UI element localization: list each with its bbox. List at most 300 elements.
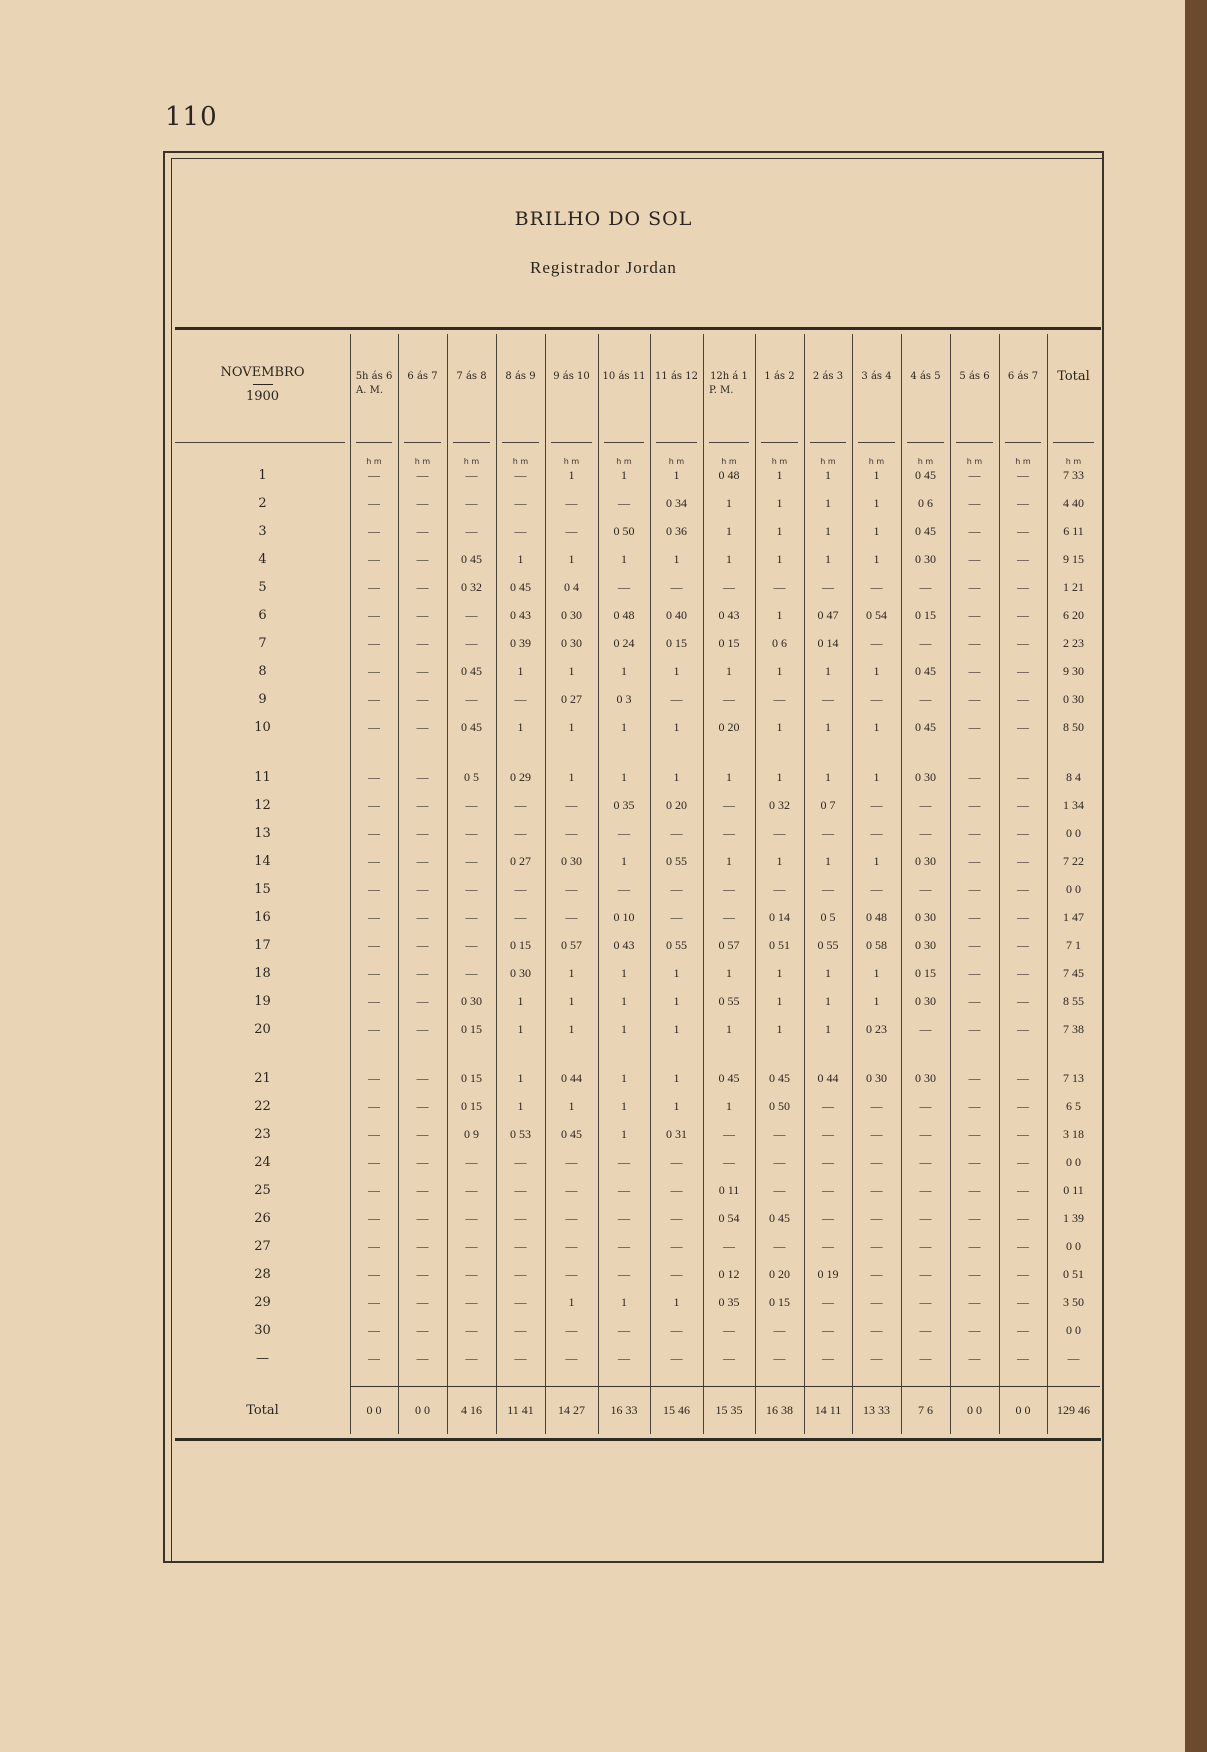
table-cell: 1 <box>673 994 680 1008</box>
table-cell: — <box>919 692 932 706</box>
table-cell: — <box>1017 720 1029 734</box>
day-label: 28 <box>254 1267 271 1282</box>
table-cell: — <box>723 1351 735 1365</box>
table-cell: 0 43 <box>510 608 531 622</box>
table-cell: 0 55 <box>817 938 839 952</box>
table-cell: 0 0 <box>1066 826 1081 840</box>
table-cell: 1 <box>673 1099 680 1113</box>
unit-label: h m <box>563 457 580 466</box>
table-cell: — <box>514 496 527 510</box>
table-cell: 9 15 <box>1063 552 1084 566</box>
table-cell: 0 0 <box>1066 1323 1081 1337</box>
table-cell: 1 <box>825 524 831 538</box>
table-cell: — <box>514 798 527 812</box>
table-cell: 1 <box>621 468 627 482</box>
table-cell: 0 45 <box>915 524 936 538</box>
table-cell: 1 <box>776 720 783 734</box>
day-label: 13 <box>254 826 271 841</box>
table-cell: — <box>919 1351 932 1365</box>
table-cell: 1 <box>825 770 831 784</box>
column-header-label: 11 ás 12 <box>655 371 698 382</box>
day-label: 2 <box>258 496 267 511</box>
table-cell: — <box>416 1183 429 1197</box>
table-cell: — <box>870 1323 883 1337</box>
table-cell: 0 32 <box>461 580 482 594</box>
table-cell: 0 40 <box>666 608 687 622</box>
table-cell: 3 50 <box>1063 1295 1084 1309</box>
table-cell: — <box>773 826 786 840</box>
table-cell: — <box>670 1323 683 1337</box>
table-cell: — <box>822 1295 834 1309</box>
table-cell: — <box>968 1127 981 1141</box>
table-cell: — <box>1017 524 1029 538</box>
table-cell: — <box>618 580 630 594</box>
table-cell: 1 <box>776 854 783 868</box>
column-header <box>398 370 447 384</box>
table-cell: — <box>968 770 981 784</box>
table-cell: 0 34 <box>666 496 687 510</box>
total-cell: 0 0 <box>967 1403 982 1417</box>
table-cell: — <box>773 882 786 896</box>
table-cell: — <box>968 1211 981 1225</box>
table-cell: 0 30 <box>915 552 936 566</box>
table-cell: — <box>773 580 786 594</box>
table-cell: 0 0 <box>1066 1155 1081 1169</box>
table-cell: 0 6 <box>918 496 933 510</box>
table-cell: — <box>968 966 981 980</box>
table-cell: — <box>723 1239 735 1253</box>
column-header <box>496 370 545 384</box>
table-cell: — <box>870 1351 883 1365</box>
table-cell: — <box>919 882 932 896</box>
total-cell: 13 33 <box>863 1403 890 1417</box>
table-cell: — <box>368 1155 380 1169</box>
table-cell: — <box>968 552 981 566</box>
day-label: 29 <box>254 1295 271 1310</box>
column-header-label: 8 ás 9 <box>505 371 536 382</box>
table-cell: 1 <box>776 468 783 482</box>
column-header-label: 5h ás 6 <box>355 371 393 382</box>
table-cell: 1 <box>568 664 575 678</box>
header-underline <box>1053 442 1094 443</box>
table-cell: 0 45 <box>461 664 482 678</box>
table-cell: 1 <box>621 854 627 868</box>
column-header-label: 6 ás 7 <box>407 371 438 382</box>
header-underline <box>858 442 895 443</box>
column-header <box>650 370 703 384</box>
table-cell: — <box>368 1183 380 1197</box>
table-cell: — <box>822 580 834 594</box>
table-cell: 6 5 <box>1066 1099 1081 1113</box>
table-cell: — <box>968 1071 981 1085</box>
table-cell: — <box>465 882 478 896</box>
page-title: BRILHO DO SOL <box>514 208 693 230</box>
table-cell: 0 39 <box>510 636 531 650</box>
table-cell: — <box>870 1267 883 1281</box>
table-cell: — <box>968 798 981 812</box>
table-cell: — <box>919 1022 932 1036</box>
table-cell: — <box>670 692 683 706</box>
table-cell: — <box>416 1351 429 1365</box>
day-label: — <box>256 1351 269 1366</box>
table-cell: 0 53 <box>510 1127 531 1141</box>
table-cell: — <box>514 882 527 896</box>
table-cell: 0 10 <box>613 910 635 924</box>
header-underline <box>551 442 592 443</box>
table-cell: — <box>618 1323 630 1337</box>
table-cell: — <box>416 1099 429 1113</box>
table-cell: — <box>416 468 429 482</box>
table-cell: 1 <box>568 770 575 784</box>
table-cell: — <box>1067 1351 1080 1365</box>
table-cell: — <box>773 1127 786 1141</box>
table-cell: — <box>618 1183 630 1197</box>
table-cell: 0 20 <box>769 1267 790 1281</box>
day-label: 23 <box>254 1127 271 1142</box>
table-cell: — <box>1017 552 1029 566</box>
table-cell: — <box>968 1022 981 1036</box>
table-cell: — <box>773 1183 786 1197</box>
table-cell: — <box>416 1323 429 1337</box>
table-cell: — <box>968 1267 981 1281</box>
table-cell: 1 <box>873 552 880 566</box>
table-cell: 1 <box>726 1099 732 1113</box>
table-cell: — <box>618 1267 630 1281</box>
table-cell: 0 30 <box>866 1071 887 1085</box>
table-cell: — <box>870 1099 883 1113</box>
table-cell: — <box>1017 468 1029 482</box>
day-label: 19 <box>254 994 271 1009</box>
table-cell: — <box>968 664 981 678</box>
table-cell: — <box>670 1183 683 1197</box>
table-cell: — <box>670 580 683 594</box>
table-cell: — <box>368 580 380 594</box>
table-cell: 1 <box>873 770 880 784</box>
day-label: 25 <box>254 1183 271 1198</box>
day-label: 14 <box>254 854 271 869</box>
totals-rule <box>350 1386 1100 1387</box>
table-cell: — <box>670 910 683 924</box>
unit-label: h m <box>966 457 983 466</box>
table-cell: 1 <box>873 854 880 868</box>
table-cell: — <box>1017 826 1029 840</box>
unit-label: h m <box>721 457 737 466</box>
table-cell: — <box>618 826 630 840</box>
unit-label: h m <box>414 457 431 466</box>
day-label: 4 <box>258 552 267 567</box>
table-cell: — <box>968 1351 981 1365</box>
table-cell: — <box>968 1183 981 1197</box>
table-cell: 0 15 <box>769 1295 790 1309</box>
table-bottom-rule <box>175 1438 1101 1441</box>
table-cell: 0 43 <box>718 608 740 622</box>
table-cell: 1 <box>621 994 627 1008</box>
table-cell: — <box>368 966 380 980</box>
column-header-label: 2 ás 3 <box>812 371 844 382</box>
table-cell: 2 23 <box>1063 636 1084 650</box>
table-cell: 0 45 <box>915 664 936 678</box>
table-cell: 0 55 <box>666 938 687 952</box>
total-cell: 16 38 <box>766 1403 793 1417</box>
table-cell: — <box>416 608 429 622</box>
table-cell: — <box>1017 1211 1029 1225</box>
table-cell: 0 15 <box>461 1099 482 1113</box>
table-cell: 8 50 <box>1063 720 1084 734</box>
table-cell: — <box>1017 882 1029 896</box>
header-underline <box>453 442 490 443</box>
table-cell: 1 <box>825 468 831 482</box>
table-cell: — <box>822 1127 834 1141</box>
table-cell: 7 22 <box>1063 854 1084 868</box>
day-label: 18 <box>254 966 271 981</box>
month-label: NOVEMBRO <box>220 365 305 380</box>
table-cell: 1 <box>825 552 831 566</box>
column-header <box>901 370 950 384</box>
table-cell: — <box>465 1295 478 1309</box>
table-cell: 1 <box>776 608 783 622</box>
table-cell: 1 <box>825 994 831 1008</box>
table-cell: 0 45 <box>915 720 936 734</box>
table-cell: — <box>723 826 735 840</box>
day-label: 30 <box>254 1323 271 1338</box>
table-cell: 0 27 <box>510 854 531 868</box>
table-cell: 0 51 <box>769 938 790 952</box>
table-cell: 0 20 <box>718 720 740 734</box>
total-cell: 14 11 <box>814 1403 842 1417</box>
column-header-label: 4 ás 5 <box>910 371 941 382</box>
table-cell: — <box>618 1211 630 1225</box>
table-cell: 1 <box>621 1127 627 1141</box>
day-label: 5 <box>258 580 267 595</box>
table-cell: — <box>465 496 478 510</box>
table-cell: — <box>465 1267 478 1281</box>
table-cell: — <box>368 608 380 622</box>
table-cell: 7 33 <box>1063 468 1084 482</box>
table-cell: — <box>968 854 981 868</box>
table-cell: 1 34 <box>1063 798 1084 812</box>
column-header <box>598 370 650 384</box>
table-cell: — <box>416 692 429 706</box>
table-cell: — <box>465 524 478 538</box>
table-cell: — <box>368 910 380 924</box>
table-cell: 1 <box>726 770 732 784</box>
table-cell: 0 55 <box>718 994 740 1008</box>
table-cell: 0 20 <box>666 798 687 812</box>
table-cell: 1 <box>873 720 880 734</box>
table-cell: 8 55 <box>1063 994 1084 1008</box>
month-dash <box>253 384 273 385</box>
table-cell: 1 <box>776 770 783 784</box>
table-cell: 1 <box>621 1295 627 1309</box>
table-cell: 1 <box>568 468 575 482</box>
table-cell: — <box>723 1323 735 1337</box>
header-underline <box>175 442 345 443</box>
table-cell: 1 <box>673 1295 680 1309</box>
table-cell: — <box>368 1071 380 1085</box>
table-cell: — <box>416 580 429 594</box>
table-cell: 1 <box>776 966 783 980</box>
table-cell: — <box>773 692 786 706</box>
table-cell: — <box>870 1183 883 1197</box>
table-cell: — <box>968 882 981 896</box>
table-cell: — <box>416 910 429 924</box>
table-cell: — <box>919 1323 932 1337</box>
table-cell: 1 <box>568 1022 575 1036</box>
unit-label: h m <box>668 457 685 466</box>
table-cell: — <box>368 854 380 868</box>
header-underline <box>502 442 539 443</box>
header-underline <box>956 442 993 443</box>
table-cell: — <box>773 1239 786 1253</box>
table-cell: — <box>514 1183 527 1197</box>
table-cell: — <box>368 1351 380 1365</box>
table-cell: 1 <box>726 966 732 980</box>
table-cell: 1 <box>873 524 880 538</box>
table-cell: 0 0 <box>1066 882 1081 896</box>
table-cell: — <box>968 468 981 482</box>
table-cell: 1 <box>873 496 880 510</box>
table-cell: 1 47 <box>1063 910 1084 924</box>
table-cell: — <box>670 1239 683 1253</box>
table-cell: — <box>465 938 478 952</box>
table-cell: 1 <box>726 854 732 868</box>
table-cell: 1 <box>776 994 783 1008</box>
table-cell: 0 48 <box>718 468 740 482</box>
table-cell: 0 14 <box>769 910 790 924</box>
column-header-sub: P. M. <box>709 385 734 396</box>
day-label: 1 <box>258 468 267 483</box>
table-cell: — <box>1017 1155 1029 1169</box>
table-cell: — <box>1017 1295 1029 1309</box>
table-cell: — <box>416 1295 429 1309</box>
table-cell: 0 11 <box>1063 1183 1084 1197</box>
table-cell: 0 45 <box>769 1071 790 1085</box>
table-cell: — <box>822 1155 834 1169</box>
table-cell: 1 <box>517 1071 524 1085</box>
table-cell: — <box>1017 1022 1029 1036</box>
table-cell: — <box>416 1239 429 1253</box>
table-cell: — <box>968 608 981 622</box>
table-cell: — <box>618 882 630 896</box>
table-cell: 0 3 <box>616 692 632 706</box>
table-cell: 1 <box>726 496 732 510</box>
table-cell: 0 6 <box>772 636 787 650</box>
table-cell: — <box>968 994 981 1008</box>
unit-label: h m <box>366 457 382 466</box>
table-cell: 3 18 <box>1063 1127 1084 1141</box>
day-label: 22 <box>254 1099 271 1114</box>
column-header <box>545 370 598 384</box>
header-underline <box>656 442 697 443</box>
table-cell: 1 <box>621 552 627 566</box>
table-cell: — <box>1017 1127 1029 1141</box>
table-cell: 1 <box>726 1022 732 1036</box>
table-cell: — <box>465 966 478 980</box>
total-cell: 15 46 <box>663 1403 690 1417</box>
table-cell: — <box>919 636 932 650</box>
page-number: 110 <box>165 102 218 132</box>
column-header-label: 12h á 1 <box>710 371 748 382</box>
table-cell: 1 <box>568 1295 575 1309</box>
table-cell: — <box>919 1267 932 1281</box>
table-cell: 0 15 <box>510 938 531 952</box>
day-label: 3 <box>258 524 267 539</box>
day-label: 17 <box>254 938 271 953</box>
table-cell: 0 15 <box>461 1071 482 1085</box>
unit-label: h m <box>868 457 885 466</box>
table-cell: — <box>368 826 380 840</box>
column-header <box>804 370 852 384</box>
table-cell: 0 30 <box>915 938 936 952</box>
table-cell: — <box>870 882 883 896</box>
table-cell: — <box>1017 496 1029 510</box>
column-header-label: 3 ás 4 <box>861 371 892 382</box>
table-cell: 0 30 <box>510 966 531 980</box>
table-cell: — <box>723 910 735 924</box>
table-cell: — <box>368 770 380 784</box>
table-cell: — <box>968 1323 981 1337</box>
unit-label: h m <box>820 457 836 466</box>
table-cell: — <box>919 580 932 594</box>
table-cell: — <box>870 692 883 706</box>
table-cell: 1 <box>825 720 831 734</box>
table-cell: 1 <box>621 1071 627 1085</box>
table-cell: 1 <box>726 552 732 566</box>
table-cell: — <box>968 1295 981 1309</box>
table-cell: — <box>565 1183 578 1197</box>
column-header-label: 10 ás 11 <box>602 371 646 382</box>
table-cell: 0 31 <box>666 1127 687 1141</box>
column-header-label: 6 ás 7 <box>1007 371 1039 382</box>
table-cell: — <box>723 692 735 706</box>
table-cell: — <box>870 1127 883 1141</box>
table-cell: — <box>368 664 380 678</box>
table-cell: 0 29 <box>510 770 531 784</box>
table-cell: 1 <box>621 1099 627 1113</box>
table-cell: 1 <box>825 966 831 980</box>
table-cell: — <box>968 496 981 510</box>
table-cell: — <box>618 1155 630 1169</box>
table-cell: — <box>514 468 527 482</box>
table-cell: 0 14 <box>817 636 839 650</box>
table-cell: — <box>870 636 883 650</box>
table-cell: 1 <box>568 994 575 1008</box>
table-cell: — <box>416 664 429 678</box>
table-cell: — <box>368 552 380 566</box>
day-label: 7 <box>258 636 267 651</box>
table-cell: — <box>416 1211 429 1225</box>
table-cell: 1 <box>673 1022 680 1036</box>
table-cell: — <box>670 1155 683 1169</box>
table-cell: — <box>773 1351 786 1365</box>
table-cell: — <box>565 826 578 840</box>
table-cell: — <box>368 1099 380 1113</box>
table-cell: 7 45 <box>1063 966 1084 980</box>
table-cell: 0 15 <box>461 1022 482 1036</box>
day-label: 15 <box>254 882 271 897</box>
total-cell: 0 0 <box>1015 1403 1031 1417</box>
table-cell: 0 48 <box>866 910 887 924</box>
table-cell: 1 <box>825 664 831 678</box>
table-cell: — <box>368 692 380 706</box>
table-cell: — <box>968 938 981 952</box>
table-cell: — <box>514 826 527 840</box>
table-cell: 0 43 <box>613 938 635 952</box>
table-cell: — <box>618 496 630 510</box>
column-header-label: 1 ás 2 <box>764 371 795 382</box>
table-cell: — <box>1017 1099 1029 1113</box>
table-cell: 0 30 <box>461 994 482 1008</box>
